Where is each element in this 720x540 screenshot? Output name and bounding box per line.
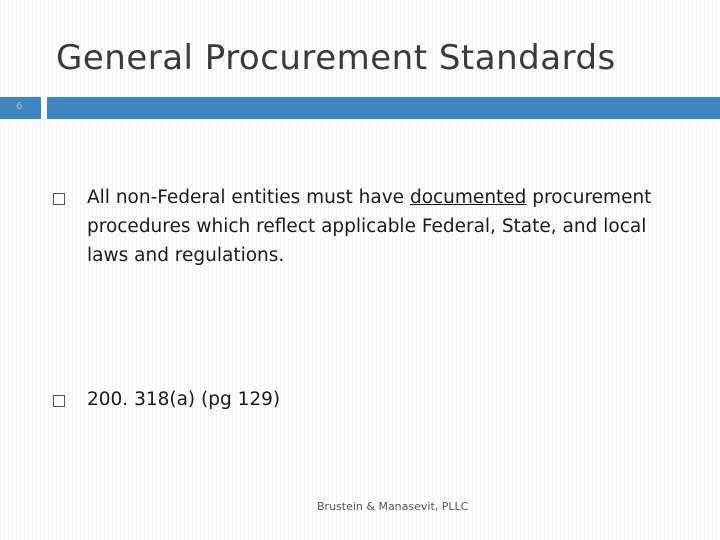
bullet-1-text-before: All non-Federal entities must have <box>87 187 410 208</box>
footer-text: Brustein & Manasevit, PLLC <box>317 500 469 513</box>
title-accent-bar <box>47 97 720 119</box>
square-bullet-icon <box>53 193 65 205</box>
slide-number: 6 <box>16 101 23 112</box>
bullet-1-text-after: procurement procedures which reflect applicable Federal, State, and local laws and regulations. <box>87 187 652 266</box>
slide-title: General Procurement Standards <box>56 38 616 78</box>
bullet-text-1 <box>87 183 687 270</box>
bullet-text-2: 200. 318(a) (pg 129) <box>87 389 281 410</box>
bullet-1-underlined-text: documented <box>409 187 527 208</box>
square-bullet-icon <box>53 395 65 407</box>
